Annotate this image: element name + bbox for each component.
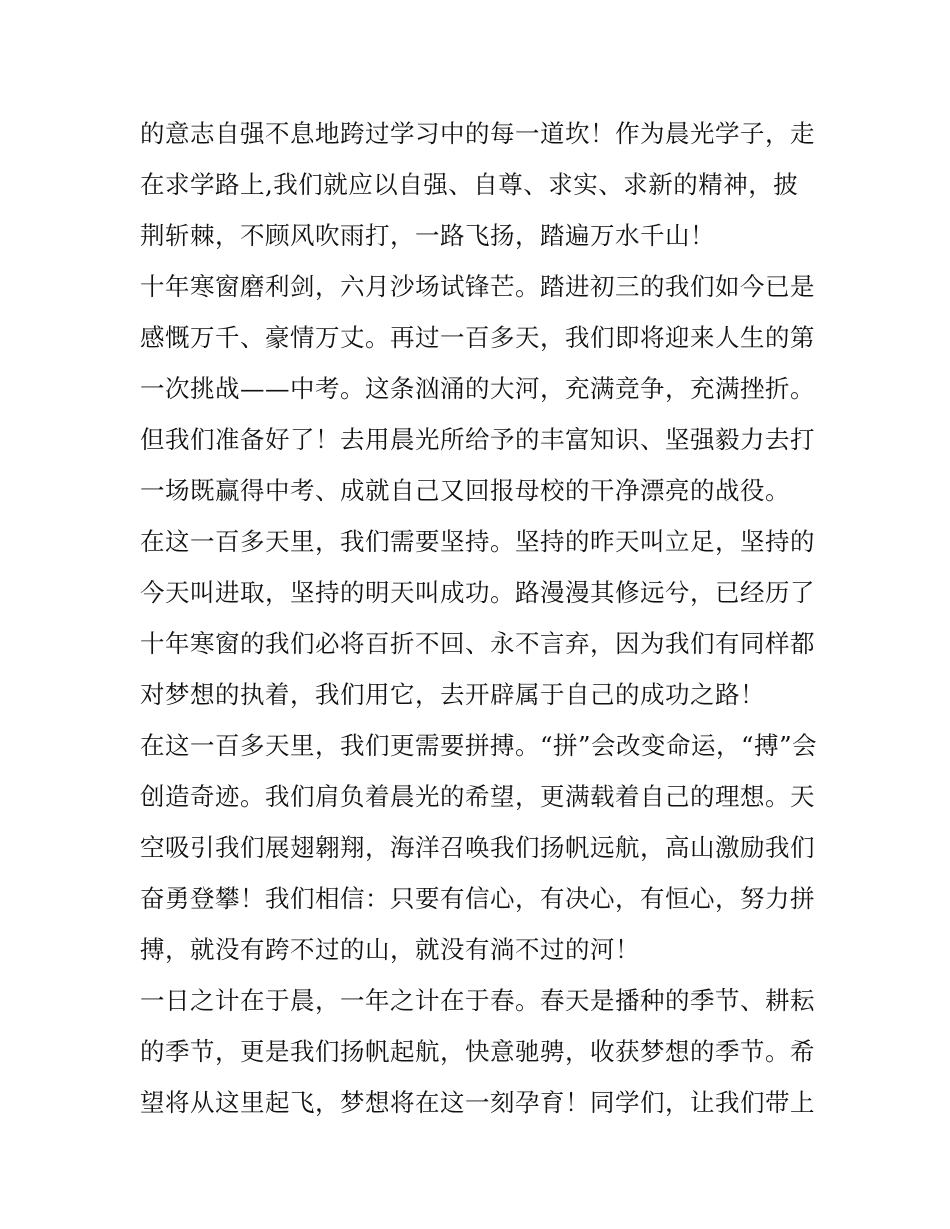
text-line: 十年寒窗的我们必将百折不回、永不言弃，因为我们有同样都 bbox=[140, 629, 815, 658]
text-line: 一次挑战——中考。这条汹涌的大河，充满竞争，充满挫折。 bbox=[140, 374, 815, 403]
paragraph-3 bbox=[140, 516, 815, 720]
text-line: 的意志自强不息地跨过学习中的每一道坎！作为晨光学子，走 bbox=[140, 119, 815, 148]
text-line: 对梦想的执着，我们用它，去开辟属于自己的成功之路！ bbox=[140, 680, 765, 709]
text-line: 的季节，更是我们扬帆起航，快意驰骋，收获梦想的季节。希 bbox=[140, 1037, 815, 1066]
text-line: 在这一百多天里，我们需要坚持。坚持的昨天叫立足，坚持的 bbox=[140, 527, 815, 556]
text-line: 创造奇迹。我们肩负着晨光的希望，更满载着自己的理想。天 bbox=[140, 782, 815, 811]
paragraph-1 bbox=[140, 108, 815, 261]
text-line: 今天叫进取，坚持的明天叫成功。路漫漫其修远兮，已经历了 bbox=[140, 578, 815, 607]
paragraph-2 bbox=[140, 261, 815, 516]
text-line: 望将从这里起飞，梦想将在这一刻孕育！同学们，让我们带上 bbox=[140, 1088, 815, 1117]
text-line: 在这一百多天里，我们更需要拼搏。“拼”会改变命运，“搏”会 bbox=[140, 731, 818, 760]
text-line: 十年寒窗磨利剑，六月沙场试锋芒。踏进初三的我们如今已是 bbox=[140, 272, 815, 301]
document-body bbox=[140, 108, 818, 1128]
text-line: 搏，就没有跨不过的山，就没有淌不过的河！ bbox=[140, 935, 640, 964]
paragraph-4 bbox=[140, 720, 818, 975]
text-line: 空吸引我们展翅翱翔，海洋召唤我们扬帆远航，高山激励我们 bbox=[140, 833, 815, 862]
text-line: 一日之计在于晨，一年之计在于春。春天是播种的季节、耕耘 bbox=[140, 986, 815, 1015]
text-line: 奋勇登攀！我们相信：只要有信心，有决心，有恒心，努力拼 bbox=[140, 884, 815, 913]
text-line: 感慨万千、豪情万丈。再过一百多天，我们即将迎来人生的第 bbox=[140, 323, 815, 352]
text-line: 一场既赢得中考、成就自己又回报母校的干净漂亮的战役。 bbox=[140, 476, 790, 505]
text-line: 但我们准备好了！去用晨光所给予的丰富知识、坚强毅力去打 bbox=[140, 425, 815, 454]
paragraph-5 bbox=[140, 975, 815, 1128]
text-line: 在求学路上,我们就应以自强、自尊、求实、求新的精神，披 bbox=[140, 170, 799, 199]
text-line: 荆斩棘，不顾风吹雨打，一路飞扬，踏遍万水千山！ bbox=[140, 221, 715, 250]
